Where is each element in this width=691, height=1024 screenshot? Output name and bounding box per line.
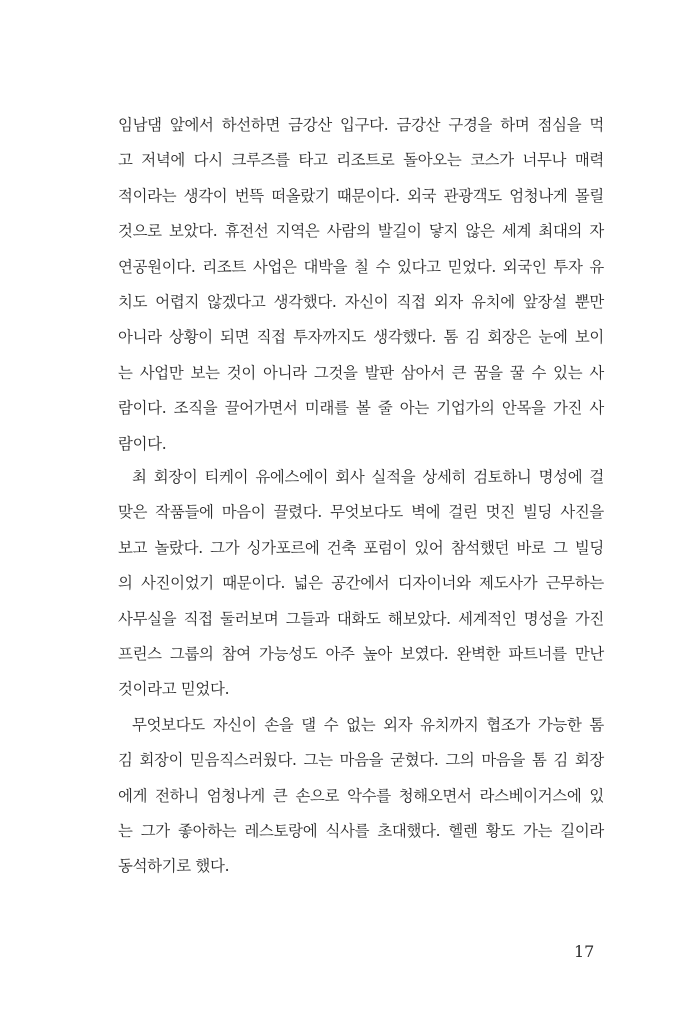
text-line: 보고 놀랐다. 그가 싱가포르에 건축 포럼이 있어 참석했던 바로 그 빌딩 bbox=[118, 538, 604, 557]
text-line: 는 사업만 보는 것이 아니라 그것을 발판 삼아서 큰 꿈을 꿀 수 있는 사 bbox=[118, 363, 604, 382]
text-line: 맞은 작품들에 마음이 끌렸다. 무엇보다도 벽에 걸린 멋진 빌딩 사진을 bbox=[118, 503, 604, 522]
text-line: 람이다. bbox=[118, 434, 167, 453]
text-line: 사무실을 직접 둘러보며 그들과 대화도 해보았다. 세계적인 명성을 가진 bbox=[118, 609, 604, 628]
paragraph-2 bbox=[118, 460, 604, 708]
text-line: 임남댐 앞에서 하선하면 금강산 입구다. 금강산 구경을 하며 점심을 먹 bbox=[118, 116, 604, 134]
text-line: 에게 전하니 엄청나게 큰 손으로 악수를 청해오면서 라스베이거스에 있 bbox=[118, 786, 604, 805]
text-line: 최 회장이 티케이 유에스에이 회사 실적을 상세히 검토하니 명성에 걸 bbox=[132, 468, 604, 486]
paragraph-1 bbox=[118, 108, 604, 462]
text-line: 람이다. 조직을 끌어가면서 미래를 볼 줄 아는 기업가의 안목을 가진 사 bbox=[118, 399, 604, 418]
text-line: 것으로 보았다. 휴전선 지역은 사람의 발길이 닿지 않은 세계 최대의 자 bbox=[118, 222, 604, 241]
text-line: 프린스 그룹의 참여 가능성도 아주 높아 보였다. 완벽한 파트너를 만난 bbox=[118, 644, 604, 663]
text-line: 치도 어렵지 않겠다고 생각했다. 자신이 직접 외자 유치에 앞장설 뿐만 bbox=[118, 292, 604, 311]
text-line: 것이라고 믿었다. bbox=[118, 680, 230, 699]
paragraph-3 bbox=[118, 708, 604, 885]
text-line: 고 저녁에 다시 크루즈를 타고 리조트로 돌아오는 코스가 너무나 매력 bbox=[118, 151, 604, 170]
paragraph-group-2 bbox=[118, 460, 604, 885]
text-line: 동석하기로 했다. bbox=[118, 857, 230, 876]
text-line: 무엇보다도 자신이 손을 댈 수 없는 외자 유치까지 협조가 가능한 톰 bbox=[132, 715, 604, 734]
text-line: 김 회장이 믿음직스러웠다. 그는 마음을 굳혔다. 그의 마음을 톰 김 회장 bbox=[118, 751, 604, 770]
text-line: 의 사진이었기 때문이다. 넓은 공간에서 디자이너와 제도사가 근무하는 bbox=[118, 574, 604, 593]
text-line: 적이라는 생각이 번뜩 떠올랐기 때문이다. 외국 관광객도 엄청나게 몰릴 bbox=[118, 186, 604, 205]
page-number: 17 bbox=[574, 942, 595, 961]
text-line: 아니라 상황이 되면 직접 투자까지도 생각했다. 톰 김 회장은 눈에 보이 bbox=[118, 328, 604, 347]
text-line: 연공원이다. 리조트 사업은 대박을 칠 수 있다고 믿었다. 외국인 투자 유 bbox=[118, 257, 604, 276]
text-line: 는 그가 좋아하는 레스토랑에 식사를 초대했다. 헬렌 황도 가는 길이라 bbox=[118, 821, 604, 840]
